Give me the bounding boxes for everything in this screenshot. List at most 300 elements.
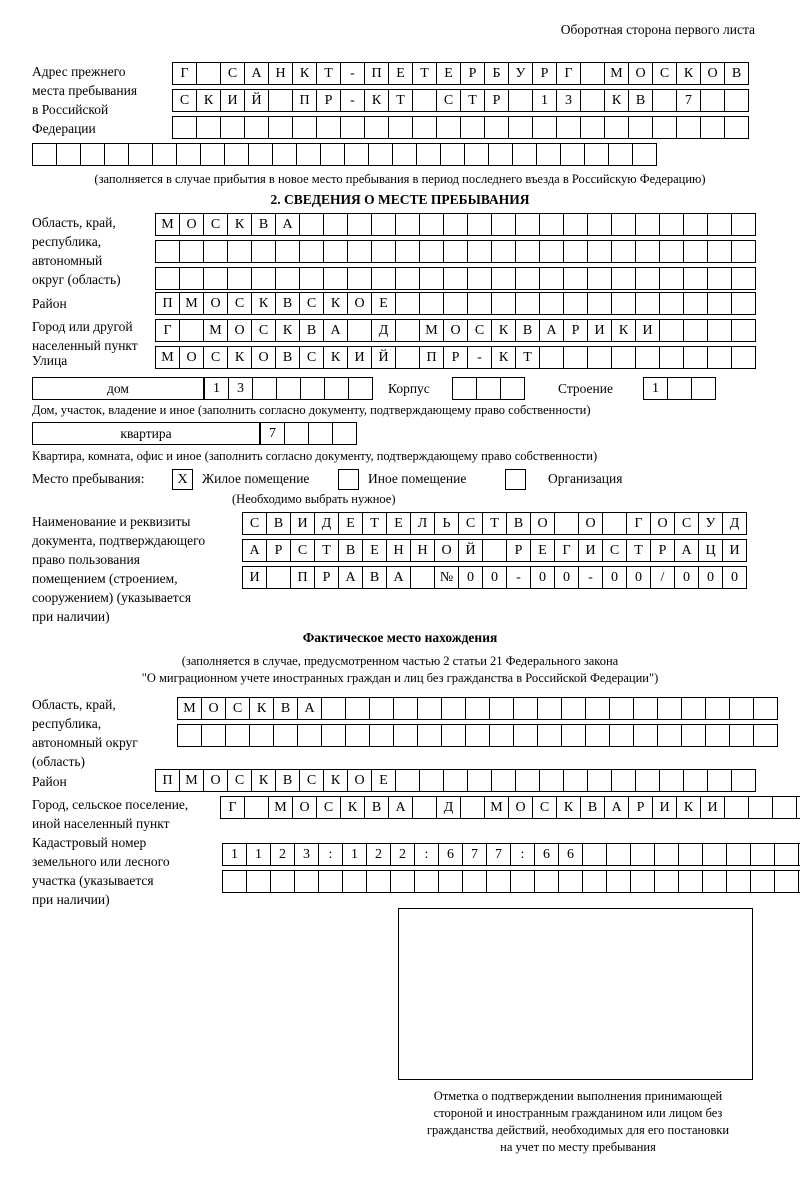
cell[interactable] <box>395 213 420 236</box>
cell[interactable] <box>345 724 370 747</box>
cell[interactable] <box>635 346 660 369</box>
cell[interactable] <box>611 267 636 290</box>
cell[interactable] <box>654 870 679 893</box>
cell[interactable] <box>539 240 564 263</box>
stroenie-cells[interactable] <box>643 377 715 400</box>
cell[interactable]: О <box>251 346 276 369</box>
cell[interactable] <box>774 870 799 893</box>
cell[interactable]: О <box>530 512 555 535</box>
cell[interactable]: П <box>155 292 180 315</box>
cell[interactable]: М <box>179 769 204 792</box>
cell[interactable] <box>508 116 533 139</box>
cell[interactable] <box>155 267 180 290</box>
cell[interactable] <box>587 769 612 792</box>
cell[interactable] <box>465 697 490 720</box>
cell[interactable]: / <box>650 566 675 589</box>
cell[interactable]: Р <box>460 62 485 85</box>
cell[interactable] <box>395 319 420 342</box>
cell[interactable]: Ь <box>434 512 459 535</box>
cell[interactable] <box>539 292 564 315</box>
cell[interactable]: И <box>290 512 315 535</box>
cell[interactable] <box>731 292 756 315</box>
cell[interactable]: О <box>700 62 725 85</box>
region-row-3[interactable] <box>155 267 755 290</box>
cell[interactable]: В <box>364 796 389 819</box>
cell[interactable] <box>443 292 468 315</box>
cell[interactable] <box>539 769 564 792</box>
cell[interactable] <box>707 267 732 290</box>
cell[interactable] <box>179 267 204 290</box>
cell[interactable] <box>513 697 538 720</box>
cell[interactable] <box>652 89 677 112</box>
cell[interactable]: 0 <box>482 566 507 589</box>
cell[interactable] <box>563 213 588 236</box>
cell[interactable] <box>539 213 564 236</box>
actual-region-row-1[interactable] <box>177 697 777 720</box>
cell[interactable]: 3 <box>228 377 253 400</box>
cell[interactable]: К <box>676 62 701 85</box>
cell[interactable] <box>683 346 708 369</box>
cell[interactable]: М <box>177 697 202 720</box>
cell[interactable] <box>452 377 477 400</box>
cell[interactable] <box>608 143 633 166</box>
cell[interactable]: Б <box>484 62 509 85</box>
cell[interactable]: Г <box>626 512 651 535</box>
cell[interactable] <box>659 292 684 315</box>
cell[interactable]: С <box>299 292 324 315</box>
cell[interactable] <box>347 319 372 342</box>
cell[interactable] <box>705 724 730 747</box>
cell[interactable]: П <box>419 346 444 369</box>
cell[interactable] <box>224 143 249 166</box>
cell[interactable]: С <box>436 89 461 112</box>
cell[interactable] <box>705 697 730 720</box>
cell[interactable] <box>366 870 391 893</box>
cell[interactable] <box>515 213 540 236</box>
cell[interactable] <box>200 143 225 166</box>
document-row-1[interactable] <box>242 512 746 535</box>
cell[interactable] <box>683 213 708 236</box>
cell[interactable] <box>32 143 57 166</box>
cell[interactable]: О <box>179 213 204 236</box>
cell[interactable] <box>390 870 415 893</box>
stamp-area-box[interactable] <box>398 908 753 1080</box>
cell[interactable]: Е <box>338 512 363 535</box>
cell[interactable] <box>203 267 228 290</box>
cell[interactable]: Г <box>155 319 180 342</box>
cell[interactable] <box>176 143 201 166</box>
cell[interactable]: Н <box>268 62 293 85</box>
cell[interactable] <box>659 319 684 342</box>
cell[interactable]: С <box>602 539 627 562</box>
cell[interactable] <box>179 240 204 263</box>
cell[interactable]: С <box>674 512 699 535</box>
cell[interactable]: Р <box>532 62 557 85</box>
cell[interactable] <box>348 377 373 400</box>
cell[interactable] <box>652 116 677 139</box>
cell[interactable]: П <box>155 769 180 792</box>
cell[interactable] <box>753 697 778 720</box>
cell[interactable] <box>678 843 703 866</box>
cell[interactable]: - <box>467 346 492 369</box>
cell[interactable] <box>201 724 226 747</box>
checkbox-inoe[interactable] <box>338 469 359 490</box>
cell[interactable] <box>344 143 369 166</box>
cell[interactable] <box>419 267 444 290</box>
cell[interactable]: И <box>347 346 372 369</box>
cell[interactable] <box>774 843 799 866</box>
cell[interactable] <box>220 116 245 139</box>
cell[interactable]: С <box>172 89 197 112</box>
cell[interactable] <box>604 116 629 139</box>
cell[interactable]: Р <box>316 89 341 112</box>
cell[interactable] <box>284 422 309 445</box>
cell[interactable] <box>707 292 732 315</box>
checkbox-organizaciya[interactable] <box>505 469 526 490</box>
cell[interactable]: В <box>362 566 387 589</box>
cell[interactable] <box>512 143 537 166</box>
cell[interactable] <box>659 240 684 263</box>
cell[interactable] <box>465 724 490 747</box>
cell[interactable] <box>700 116 725 139</box>
cell[interactable]: Т <box>316 62 341 85</box>
cell[interactable] <box>796 796 800 819</box>
cell[interactable]: Г <box>556 62 581 85</box>
cell[interactable] <box>332 422 357 445</box>
cell[interactable] <box>388 116 413 139</box>
cell[interactable]: О <box>292 796 317 819</box>
cell[interactable]: И <box>722 539 747 562</box>
cell[interactable]: Н <box>386 539 411 562</box>
cell[interactable] <box>539 267 564 290</box>
cell[interactable]: К <box>275 319 300 342</box>
cell[interactable] <box>587 240 612 263</box>
cell[interactable] <box>395 267 420 290</box>
cell[interactable] <box>537 697 562 720</box>
cell[interactable]: А <box>674 539 699 562</box>
cell[interactable]: М <box>604 62 629 85</box>
cell[interactable] <box>347 213 372 236</box>
cell[interactable] <box>633 724 658 747</box>
cell[interactable] <box>443 769 468 792</box>
cell[interactable]: К <box>227 346 252 369</box>
cell[interactable] <box>244 116 269 139</box>
cadastral-row-1[interactable] <box>222 843 800 866</box>
cell[interactable]: К <box>249 697 274 720</box>
cell[interactable]: В <box>299 319 324 342</box>
cell[interactable] <box>659 769 684 792</box>
cell[interactable]: М <box>155 213 180 236</box>
cell[interactable] <box>56 143 81 166</box>
cell[interactable]: 6 <box>438 843 463 866</box>
cell[interactable] <box>726 870 751 893</box>
cell[interactable]: С <box>652 62 677 85</box>
cell[interactable]: А <box>275 213 300 236</box>
cell[interactable] <box>323 240 348 263</box>
cell[interactable] <box>155 240 180 263</box>
cell[interactable]: В <box>275 292 300 315</box>
cell[interactable]: - <box>340 62 365 85</box>
cell[interactable] <box>323 267 348 290</box>
cell[interactable]: 1 <box>222 843 247 866</box>
cell[interactable]: - <box>506 566 531 589</box>
cell[interactable]: 0 <box>530 566 555 589</box>
cell[interactable] <box>488 143 513 166</box>
cell[interactable] <box>340 116 365 139</box>
cell[interactable] <box>683 319 708 342</box>
cell[interactable] <box>611 240 636 263</box>
cell[interactable] <box>561 697 586 720</box>
cell[interactable] <box>443 213 468 236</box>
cell[interactable] <box>152 143 177 166</box>
cell[interactable] <box>606 843 631 866</box>
cell[interactable]: О <box>443 319 468 342</box>
cell[interactable]: - <box>340 89 365 112</box>
cell[interactable]: С <box>227 769 252 792</box>
cell[interactable]: С <box>227 292 252 315</box>
cell[interactable] <box>292 116 317 139</box>
cell[interactable] <box>371 267 396 290</box>
cell[interactable] <box>369 724 394 747</box>
cell[interactable] <box>393 724 418 747</box>
cell[interactable] <box>297 724 322 747</box>
cell[interactable]: С <box>458 512 483 535</box>
cell[interactable] <box>707 240 732 263</box>
cell[interactable]: И <box>242 566 267 589</box>
cell[interactable] <box>419 240 444 263</box>
cadastral-row-2[interactable] <box>222 870 800 893</box>
cell[interactable]: 6 <box>558 843 583 866</box>
cell[interactable] <box>222 870 247 893</box>
cell[interactable] <box>296 143 321 166</box>
cell[interactable] <box>414 870 439 893</box>
cell[interactable] <box>484 116 509 139</box>
cell[interactable] <box>654 843 679 866</box>
cell[interactable]: К <box>196 89 221 112</box>
cell[interactable] <box>683 267 708 290</box>
cell[interactable]: И <box>578 539 603 562</box>
cell[interactable] <box>532 116 557 139</box>
cell[interactable]: К <box>251 292 276 315</box>
cell[interactable] <box>395 292 420 315</box>
cell[interactable] <box>275 267 300 290</box>
cell[interactable] <box>587 292 612 315</box>
actual-city-cells[interactable] <box>220 796 800 819</box>
cell[interactable] <box>196 62 221 85</box>
cell[interactable] <box>582 843 607 866</box>
street-cells[interactable] <box>155 346 755 369</box>
cell[interactable]: П <box>364 62 389 85</box>
cell[interactable] <box>438 870 463 893</box>
cell[interactable] <box>635 213 660 236</box>
cell[interactable]: А <box>386 566 411 589</box>
cell[interactable] <box>724 89 749 112</box>
cell[interactable]: Р <box>628 796 653 819</box>
cell[interactable] <box>196 116 221 139</box>
cell[interactable]: Е <box>362 539 387 562</box>
cell[interactable]: Й <box>458 539 483 562</box>
cell[interactable] <box>244 796 269 819</box>
cell[interactable] <box>299 267 324 290</box>
cell[interactable] <box>563 267 588 290</box>
cell[interactable]: И <box>635 319 660 342</box>
cell[interactable] <box>560 143 585 166</box>
city-cells[interactable] <box>155 319 755 342</box>
cell[interactable] <box>611 292 636 315</box>
cell[interactable] <box>371 213 396 236</box>
cell[interactable] <box>104 143 129 166</box>
cell[interactable] <box>628 116 653 139</box>
cell[interactable] <box>80 143 105 166</box>
cell[interactable] <box>412 116 437 139</box>
cell[interactable] <box>702 843 727 866</box>
cell[interactable] <box>748 796 773 819</box>
cell[interactable] <box>657 724 682 747</box>
cell[interactable]: М <box>179 292 204 315</box>
cell[interactable]: С <box>290 539 315 562</box>
cell[interactable] <box>731 240 756 263</box>
cell[interactable] <box>467 292 492 315</box>
cell[interactable]: С <box>220 62 245 85</box>
cell[interactable] <box>657 697 682 720</box>
cell[interactable] <box>443 240 468 263</box>
cell[interactable] <box>462 870 487 893</box>
cell[interactable]: С <box>532 796 557 819</box>
cell[interactable] <box>731 213 756 236</box>
cell[interactable] <box>508 89 533 112</box>
cell[interactable] <box>683 240 708 263</box>
checkbox-zhiloe[interactable]: X <box>172 469 193 490</box>
cell[interactable]: 6 <box>534 843 559 866</box>
cell[interactable] <box>659 346 684 369</box>
cell[interactable] <box>299 213 324 236</box>
cell[interactable]: В <box>724 62 749 85</box>
cell[interactable] <box>534 870 559 893</box>
cell[interactable] <box>561 724 586 747</box>
cell[interactable] <box>491 240 516 263</box>
cell[interactable] <box>707 346 732 369</box>
cell[interactable] <box>554 512 579 535</box>
cell[interactable]: О <box>434 539 459 562</box>
cell[interactable] <box>467 213 492 236</box>
cell[interactable]: М <box>484 796 509 819</box>
cell[interactable] <box>299 240 324 263</box>
cell[interactable]: У <box>508 62 533 85</box>
cell[interactable]: 7 <box>260 422 285 445</box>
cell[interactable] <box>249 724 274 747</box>
cell[interactable] <box>513 724 538 747</box>
cell[interactable] <box>635 267 660 290</box>
cell[interactable]: Т <box>388 89 413 112</box>
cell[interactable] <box>419 292 444 315</box>
cell[interactable]: Л <box>410 512 435 535</box>
cell[interactable]: И <box>587 319 612 342</box>
cell[interactable]: Р <box>314 566 339 589</box>
cell[interactable] <box>368 143 393 166</box>
cell[interactable]: С <box>467 319 492 342</box>
cell[interactable] <box>750 870 775 893</box>
cell[interactable] <box>417 724 442 747</box>
cell[interactable] <box>683 292 708 315</box>
cell[interactable] <box>273 724 298 747</box>
prev-address-row-1[interactable] <box>172 62 748 85</box>
cell[interactable] <box>707 213 732 236</box>
cell[interactable]: В <box>251 213 276 236</box>
cell[interactable] <box>606 870 631 893</box>
cell[interactable]: Т <box>412 62 437 85</box>
cell[interactable] <box>731 319 756 342</box>
cell[interactable]: : <box>510 843 535 866</box>
cell[interactable] <box>585 697 610 720</box>
cell[interactable]: В <box>275 346 300 369</box>
cell[interactable]: Е <box>371 769 396 792</box>
cell[interactable] <box>441 724 466 747</box>
cell[interactable]: 2 <box>366 843 391 866</box>
cell[interactable]: Т <box>314 539 339 562</box>
cell[interactable]: К <box>611 319 636 342</box>
region-row-2[interactable] <box>155 240 755 263</box>
cell[interactable]: К <box>556 796 581 819</box>
cell[interactable] <box>491 292 516 315</box>
cell[interactable] <box>395 346 420 369</box>
cell[interactable]: В <box>338 539 363 562</box>
cell[interactable]: О <box>508 796 533 819</box>
cell[interactable] <box>172 116 197 139</box>
cell[interactable] <box>227 240 252 263</box>
cell[interactable]: С <box>251 319 276 342</box>
cell[interactable]: А <box>244 62 269 85</box>
cell[interactable]: 2 <box>270 843 295 866</box>
cell[interactable]: К <box>227 213 252 236</box>
cell[interactable] <box>436 116 461 139</box>
actual-region-row-2[interactable] <box>177 724 777 747</box>
cell[interactable]: К <box>292 62 317 85</box>
cell[interactable] <box>416 143 441 166</box>
cell[interactable]: П <box>290 566 315 589</box>
cell[interactable]: Р <box>443 346 468 369</box>
cell[interactable] <box>300 377 325 400</box>
cell[interactable] <box>630 843 655 866</box>
cell[interactable] <box>750 843 775 866</box>
cell[interactable] <box>467 769 492 792</box>
cell[interactable] <box>515 267 540 290</box>
cell[interactable] <box>731 346 756 369</box>
cell[interactable] <box>489 697 514 720</box>
cell[interactable] <box>587 267 612 290</box>
cell[interactable]: Р <box>266 539 291 562</box>
cell[interactable]: У <box>698 512 723 535</box>
cell[interactable]: О <box>578 512 603 535</box>
korpus-cells[interactable] <box>452 377 524 400</box>
cell[interactable] <box>726 843 751 866</box>
cell[interactable] <box>659 267 684 290</box>
cell[interactable] <box>635 769 660 792</box>
cell[interactable] <box>700 89 725 112</box>
cell[interactable]: В <box>266 512 291 535</box>
cell[interactable] <box>464 143 489 166</box>
cell[interactable]: О <box>227 319 252 342</box>
cell[interactable]: 1 <box>246 843 271 866</box>
cell[interactable]: А <box>604 796 629 819</box>
cell[interactable]: 7 <box>676 89 701 112</box>
document-row-2[interactable] <box>242 539 746 562</box>
cell[interactable]: 0 <box>674 566 699 589</box>
cell[interactable]: 2 <box>390 843 415 866</box>
cell[interactable]: Е <box>388 62 413 85</box>
cell[interactable] <box>702 870 727 893</box>
cell[interactable] <box>580 116 605 139</box>
cell[interactable]: Ц <box>698 539 723 562</box>
